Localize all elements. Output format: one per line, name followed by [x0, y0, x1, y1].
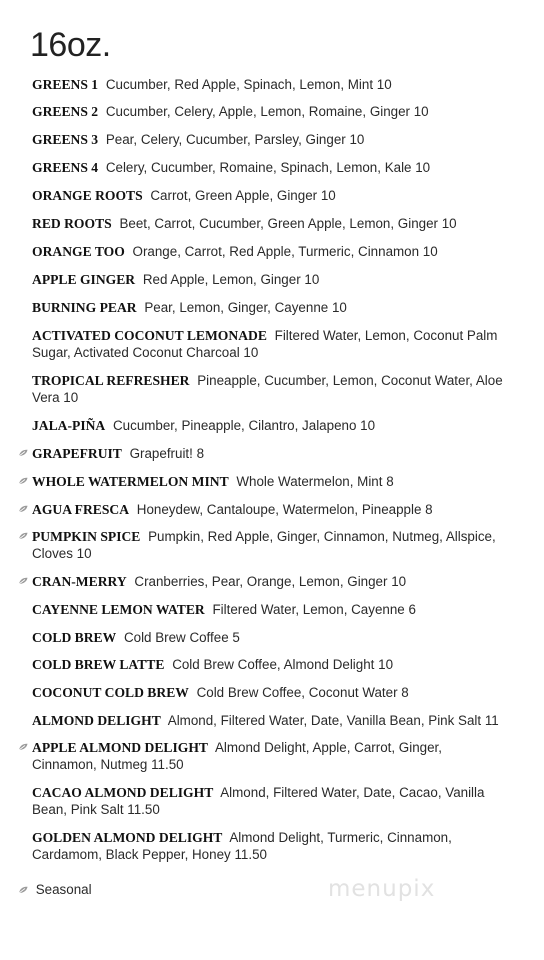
menu-item: [0, 528, 544, 562]
page-title: 16oz.: [30, 26, 111, 64]
item-description: Cranberries, Pear, Orange, Lemon, Ginger: [134, 574, 392, 589]
menu-item: [0, 601, 544, 618]
item-description: Pear, Lemon, Ginger, Cayenne: [144, 300, 332, 315]
item-description: Almond Delight, Turmeric, Cinnamon, Cardamom, Black Pepper, Honey: [32, 830, 452, 862]
menu-item: [0, 187, 544, 204]
seasonal-legend: [18, 882, 92, 897]
menu-item: [0, 684, 544, 701]
leaf-icon: [18, 449, 28, 457]
item-price: 8: [401, 685, 409, 700]
item-name: GREENS 1: [32, 77, 99, 92]
menu-item: [0, 372, 544, 406]
item-name: AGUA FRESCA: [32, 502, 130, 517]
item-description: Cucumber, Pineapple, Cilantro, Jalapeno: [113, 418, 361, 433]
item-description: Cucumber, Red Apple, Spinach, Lemon, Mint: [105, 77, 377, 92]
item-price: 8: [425, 502, 433, 517]
item-price: 10: [331, 300, 347, 315]
menu-item: [0, 739, 544, 773]
item-name: APPLE GINGER: [32, 272, 136, 287]
item-name: ORANGE ROOTS: [32, 188, 143, 203]
menu-item: [0, 501, 544, 518]
item-price: 10: [376, 77, 392, 92]
item-description: Red Apple, Lemon, Ginger: [142, 272, 305, 287]
item-name: COLD BREW: [32, 630, 117, 645]
menu-item: [0, 445, 544, 462]
item-description: Cold Brew Coffee: [123, 630, 233, 645]
item-name: GREENS 2: [32, 104, 99, 119]
menu-item: [0, 243, 544, 260]
leaf-icon: [18, 505, 28, 513]
leaf-icon: [18, 532, 28, 540]
leaf-icon: [18, 886, 28, 894]
item-price: 10: [76, 546, 92, 561]
seasonal-label: Seasonal: [35, 882, 92, 897]
item-price: 11.50: [151, 757, 184, 772]
menu-item: [0, 131, 544, 148]
item-name: APPLE ALMOND DELIGHT: [32, 740, 208, 755]
item-description: Almond, Filtered Water, Date, Cacao, Vanilla Bean, Pink Salt: [32, 785, 485, 817]
item-name: COLD BREW LATTE: [32, 657, 165, 672]
item-name: CACAO ALMOND DELIGHT: [32, 785, 214, 800]
item-price: 10: [349, 132, 365, 147]
item-description: Pineapple, Cucumber, Lemon, Coconut Water, Aloe Vera: [32, 373, 503, 405]
menu-item: [0, 327, 544, 361]
item-name: RED ROOTS: [32, 216, 112, 231]
item-name: CAYENNE LEMON WATER: [32, 602, 205, 617]
leaf-icon: [18, 743, 28, 751]
item-description: Pumpkin, Red Apple, Ginger, Cinnamon, Nutmeg, Allspice, Cloves: [32, 529, 496, 561]
item-name: PUMPKIN SPICE: [32, 529, 141, 544]
item-description: Carrot, Green Apple, Ginger: [150, 188, 321, 203]
item-description: Honeydew, Cantaloupe, Watermelon, Pineapple: [136, 502, 426, 517]
item-description: Almond, Filtered Water, Date, Vanilla Bean, Pink Salt: [167, 713, 485, 728]
menu-item: [0, 784, 544, 818]
menu-item: [0, 417, 544, 434]
item-price: 10: [391, 574, 407, 589]
menu-item: [0, 829, 544, 863]
item-price: 10: [320, 188, 336, 203]
item-description: Beet, Carrot, Cucumber, Green Apple, Lemon, Ginger: [119, 216, 442, 231]
item-name: BURNING PEAR: [32, 300, 137, 315]
item-name: GRAPEFRUIT: [32, 446, 122, 461]
watermark-logo: menupix: [328, 876, 436, 902]
item-description: Whole Watermelon, Mint: [236, 474, 387, 489]
item-name: GREENS 4: [32, 160, 99, 175]
item-price: 10: [243, 345, 259, 360]
item-price: 10: [304, 272, 320, 287]
item-description: Almond Delight, Apple, Carrot, Ginger, Cinnamon, Nutmeg: [32, 740, 442, 772]
item-price: 10: [360, 418, 376, 433]
item-price: 10: [63, 390, 79, 405]
item-name: CRAN-MERRY: [32, 574, 127, 589]
item-price: 11: [484, 713, 499, 728]
menu-item: [0, 76, 544, 93]
item-description: Cold Brew Coffee, Coconut Water: [196, 685, 402, 700]
item-price: 10: [415, 160, 431, 175]
item-name: ALMOND DELIGHT: [32, 713, 161, 728]
item-price: 10: [441, 216, 457, 231]
menu-item: [0, 629, 544, 646]
item-description: Cucumber, Celery, Apple, Lemon, Romaine, Ginger: [105, 104, 414, 119]
leaf-icon: [18, 477, 28, 485]
item-price: 5: [232, 630, 240, 645]
item-price: 11.50: [127, 802, 160, 817]
item-name: GREENS 3: [32, 132, 99, 147]
item-price: 11.50: [234, 847, 267, 862]
item-name: ORANGE TOO: [32, 244, 125, 259]
item-description: Filtered Water, Lemon, Cayenne: [212, 602, 409, 617]
menu-item: [0, 299, 544, 316]
item-name: ACTIVATED COCONUT LEMONADE: [32, 328, 267, 343]
item-price: 10: [422, 244, 438, 259]
menu-item: [0, 656, 544, 673]
menu-item: [0, 159, 544, 176]
menu-item: [0, 103, 544, 120]
item-description: Filtered Water, Lemon, Coconut Palm Sugar, Activated Coconut Charcoal: [32, 328, 498, 360]
item-name: COCONUT COLD BREW: [32, 685, 189, 700]
menu-item: [0, 473, 544, 490]
item-description: Pear, Celery, Cucumber, Parsley, Ginger: [105, 132, 350, 147]
item-description: Cold Brew Coffee, Almond Delight: [172, 657, 379, 672]
item-price: 8: [196, 446, 205, 461]
menu-item: [0, 215, 544, 232]
item-description: Orange, Carrot, Red Apple, Turmeric, Cinnamon: [132, 244, 423, 259]
item-price: 10: [413, 104, 429, 119]
item-price: 8: [386, 474, 394, 489]
item-price: 10: [378, 657, 394, 672]
menu-item: [0, 712, 544, 729]
item-name: TROPICAL REFRESHER: [32, 373, 190, 388]
item-name: WHOLE WATERMELON MINT: [32, 474, 229, 489]
item-name: GOLDEN ALMOND DELIGHT: [32, 830, 223, 845]
item-price: 6: [408, 602, 416, 617]
leaf-icon: [18, 577, 28, 585]
menu-item: [0, 271, 544, 288]
item-description: Celery, Cucumber, Romaine, Spinach, Lemon, Kale: [105, 160, 416, 175]
item-description: Grapefruit!: [129, 446, 197, 461]
item-name: JALA-PIÑA: [32, 418, 106, 433]
menu-item: [0, 573, 544, 590]
